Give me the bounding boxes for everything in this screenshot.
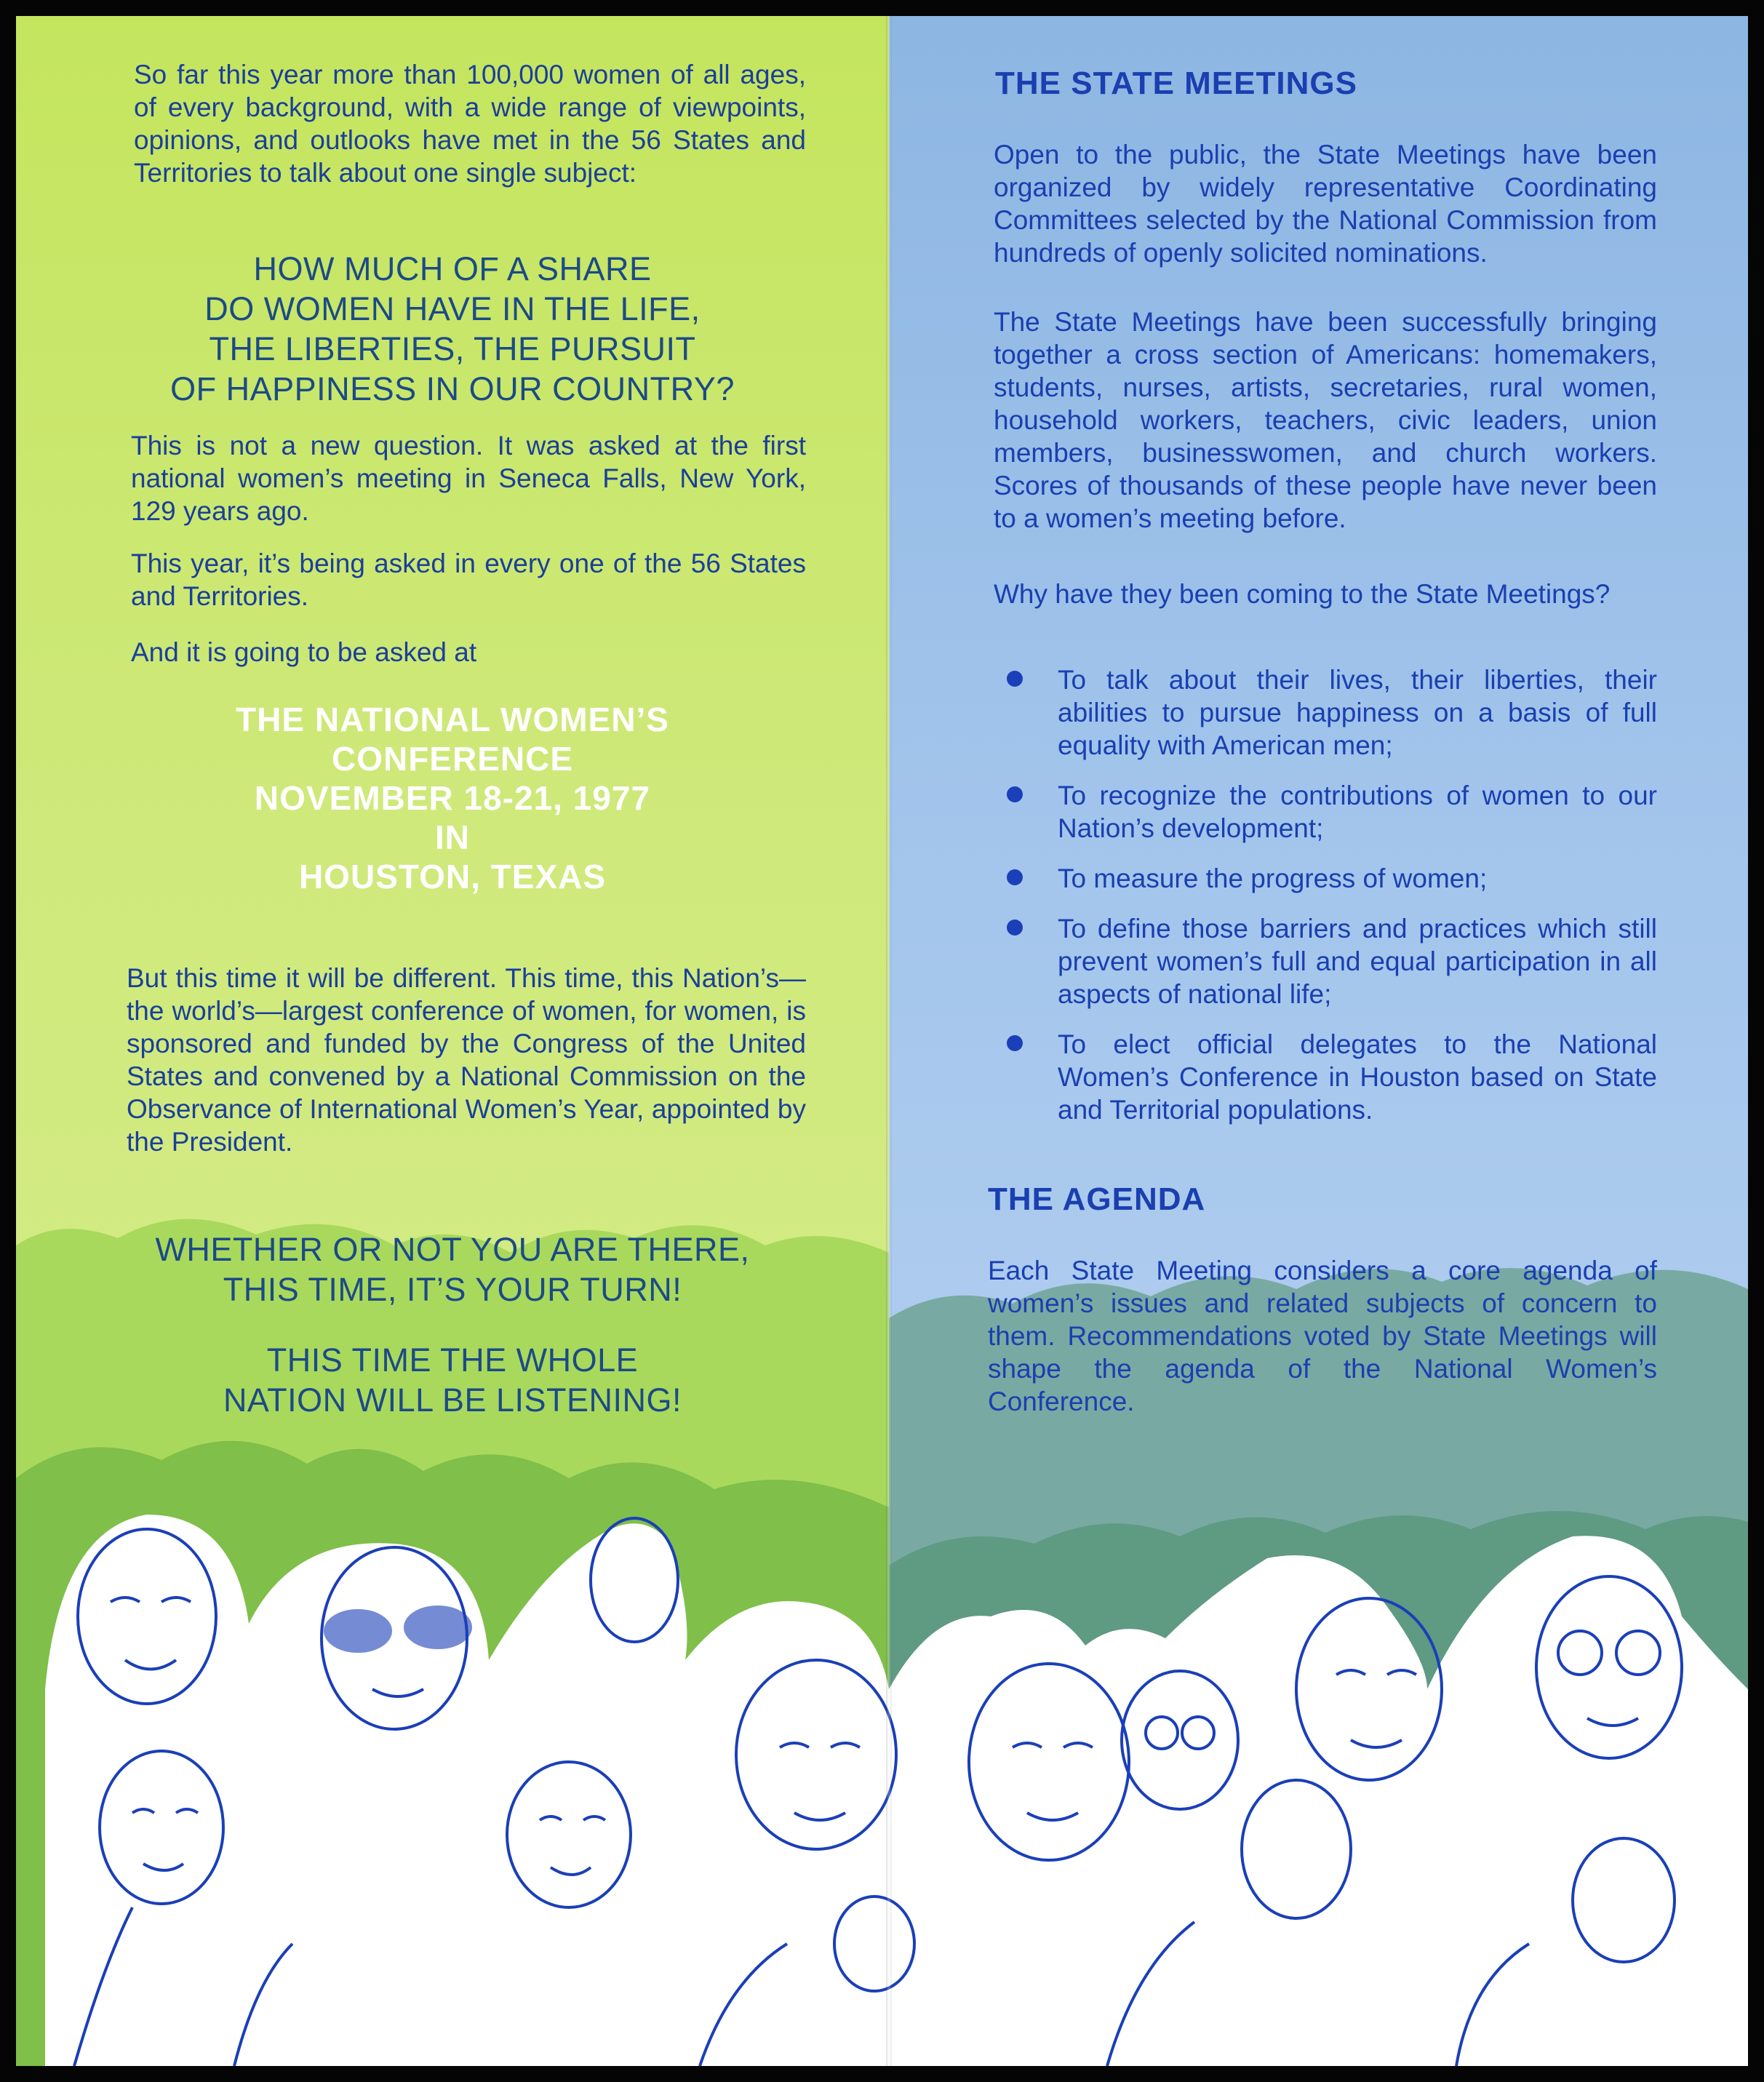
- question-line: OF HAPPINESS IN OUR COUNTRY?: [170, 370, 735, 407]
- conference-line: NOVEMBER 18-21, 1977: [254, 779, 651, 817]
- question-line: DO WOMEN HAVE IN THE LIFE,: [204, 290, 701, 327]
- bullet-icon: [1007, 920, 1023, 936]
- conference-line: CONFERENCE: [331, 740, 574, 778]
- history-paragraph: This is not a new question. It was asked at the first national women’s meeting in Seneca Falls, New York, 129 years ago.: [131, 431, 806, 526]
- conference-line: IN: [435, 818, 470, 856]
- state-meetings-heading: THE STATE MEETINGS: [995, 65, 1357, 101]
- bullet-icon: [1007, 786, 1023, 802]
- history-block: [131, 429, 806, 527]
- state-meetings-paragraph-2: The State Meetings have been successfully bringing together a cross section of Americans: homemakers, students, nurses, artists, secretaries, rural women, household workers, teachers, civic leaders, union members, businesswomen, and church workers. Scores of thousands of these people have never been to a women’s meeting before.: [994, 307, 1657, 533]
- bullet-icon: [1007, 671, 1023, 687]
- lead-in-text: And it is going to be asked at: [131, 637, 477, 667]
- lead-in-block: [131, 636, 806, 669]
- reason-text: To talk about their lives, their liberties, their abilities to pursue happiness on a basis of full equality with American men;: [1058, 665, 1657, 760]
- reasons-list: [994, 663, 1657, 1144]
- conference-line: HOUSTON, TEXAS: [298, 858, 607, 896]
- agenda-block: [988, 1254, 1657, 1418]
- state-meetings-p1-block: [994, 138, 1657, 269]
- difference-paragraph: But this time it will be different. This time, this Nation’s—the world’s—largest conference of women, for women, is sponsored and funded by the Congress of the United States and convened by a National Commission on the Observance of International Women’s Year, appointed by the President.: [127, 963, 806, 1157]
- slogan-your-turn: [89, 1229, 816, 1309]
- this-year-paragraph: This year, it’s being asked in every one of the 56 States and Territories.: [131, 549, 806, 611]
- this-year-block: [131, 547, 806, 613]
- question-line: THE LIBERTIES, THE PURSUIT: [209, 330, 696, 367]
- agenda-heading: THE AGENDA: [988, 1181, 1206, 1217]
- question-headline: [89, 249, 816, 409]
- reason-text: To define those barriers and practices which still prevent women’s full and equal participation in all aspects of national life;: [1058, 914, 1657, 1009]
- why-question: Why have they been coming to the State Meetings?: [994, 579, 1611, 609]
- why-block: [994, 578, 1657, 610]
- slogan-line: WHETHER OR NOT YOU ARE THERE,: [155, 1231, 750, 1268]
- question-line: HOW MUCH OF A SHARE: [253, 250, 652, 287]
- list-item: [994, 1028, 1657, 1126]
- difference-block: [127, 962, 806, 1158]
- state-meetings-paragraph-1: Open to the public, the State Meetings have been organized by widely representative Coordinating Committees selected by the National Commission from hundreds of openly solicited nominations.: [994, 140, 1657, 268]
- list-item: [994, 912, 1657, 1010]
- left-text-column: [134, 58, 806, 189]
- reason-text: To elect official delegates to the National Women’s Conference in Houston based on State and Territorial populations.: [1058, 1029, 1657, 1125]
- slogan-nation-listening: [89, 1340, 816, 1420]
- intro-paragraph: So far this year more than 100,000 women of all ages, of every background, with a wide range of viewpoints, opinions, and outlooks have met in the 56 States and Territories to talk about one single subject:: [134, 60, 806, 188]
- list-item: [994, 779, 1657, 845]
- slogan-line: THIS TIME THE WHOLE: [266, 1341, 639, 1379]
- center-fold: [886, 16, 892, 2066]
- list-item: [994, 862, 1657, 895]
- brochure-sheet: [16, 16, 1748, 2066]
- conference-announcement: [89, 700, 816, 896]
- bullet-icon: [1007, 1035, 1023, 1051]
- bullet-icon: [1007, 869, 1023, 885]
- list-item: [994, 663, 1657, 762]
- slogan-line: THIS TIME, IT’S YOUR TURN!: [223, 1271, 682, 1308]
- slogan-line: NATION WILL BE LISTENING!: [223, 1381, 682, 1419]
- conference-line: THE NATIONAL WOMEN’S: [236, 701, 669, 738]
- reason-text: To measure the progress of women;: [1058, 863, 1488, 893]
- reason-text: To recognize the contributions of women to our Nation’s development;: [1058, 781, 1657, 843]
- state-meetings-p2-block: [994, 306, 1657, 535]
- agenda-paragraph: Each State Meeting considers a core agenda of women’s issues and related subjects of concern to them. Recommendations voted by State Meetings will shape the agenda of the National Women’s Conference.: [988, 1256, 1657, 1416]
